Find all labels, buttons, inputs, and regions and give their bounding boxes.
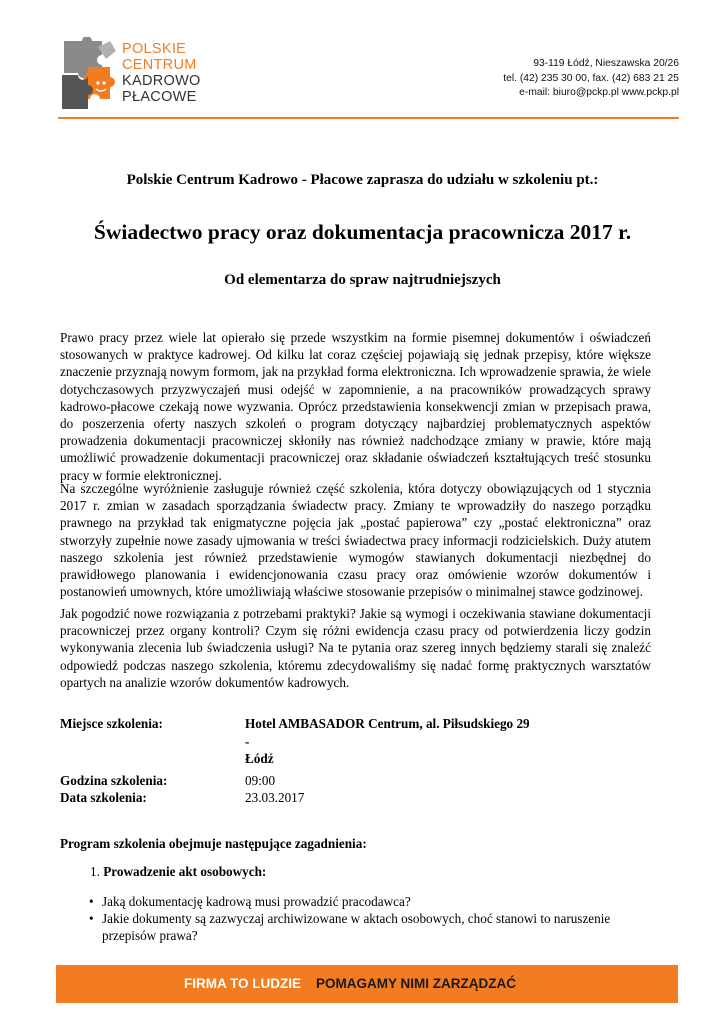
time-label: Godzina szkolenia: xyxy=(60,772,168,788)
program-item-number: 1. xyxy=(90,864,100,879)
program-item-1 xyxy=(90,864,266,880)
place-value-line-1: Hotel AMBASADOR Centrum, al. Piłsudskiego 29 - xyxy=(245,716,530,749)
list-item: • Jaką dokumentację kadrową musi prowadzić pracodawca? xyxy=(85,894,655,911)
paragraph-3: Jak pogodzić nowe rozwiązania z potrzebami praktyki? Jakie są wymogi i oczekiwania stawiane dokumentacji pracowniczej przez organy kontroli? Czym się różni ewidencja czasu pracy od potwierdzenia liczy godzin wykonywania zlecenia lub świadczenia usługi? Na te pytania oraz szereg innych będziemy starali się znaleźć odpowiedź podczas naszego szkolenia, któremu zdecydowaliśmy się nadać formę praktycznych warsztatów opartych na analizie wzorów dokumentów kadrowych. xyxy=(60,606,651,690)
place-label: Miejsce szkolenia: xyxy=(60,716,163,731)
phone-fax: tel. (42) 235 30 00, fax. (42) 683 21 25 xyxy=(503,72,679,84)
date-value: 23.03.2017 xyxy=(245,790,305,805)
paragraph-1: Prawo pracy przez wiele lat opierało się przede wszystkim na formie pisemnej dokumentów i oświadczeń stosowanych w praktyce kadrowej. Od kilku lat coraz częściej pojawiają się jednak przepisy, które większe znaczenie przyznają nowym formom, jak na przykład forma elektroniczna. Ich wprowadzenie sprawia, że wiele dotychczasowych przyzwyczajeń musi odejść w zapomnienie, a na pracowników prowadzących sprawy kadrowo-płacowe czekają nowe wyzwania. Oprócz przedstawienia konsekwencji zmian w przepisach prawa, do poszerzenia oferty naszych szkoleń o program dotyczący najbardziej problematycznych aspektów prowadzenia dokumentacji pracowniczej skłoniły nas również nadchodzące zmiany w prawie, które mają umożliwić prowadzenie dokumentacji pracowniczej oraz składanie oświadczeń kształtujących treść stosunku pracy w formie elektronicznej. xyxy=(60,330,651,483)
footer-slogan-right: POMAGAMY NIMI ZARZĄDZAĆ xyxy=(316,976,516,991)
date-label: Data szkolenia: xyxy=(60,790,147,805)
invitation-line: Polskie Centrum Kadrowo - Płacowe zaprasza do udziału w szkoleniu pt.: xyxy=(126,172,599,188)
company-logo xyxy=(58,37,208,111)
program-item-title: Prowadzenie akt osobowych: xyxy=(103,864,267,879)
logo-line-2: CENTRUM xyxy=(122,57,197,73)
program-bullet-list xyxy=(85,894,655,944)
puzzle-logo-icon xyxy=(58,37,120,111)
list-item: • Jakie dokumenty są zazwyczaj archiwizowane w aktach osobowych, choć stanowi to naruszenie przepisów prawa? xyxy=(85,911,655,945)
logo-line-1: POLSKIE xyxy=(122,41,187,57)
address: 93-119 Łódź, Nieszawska 20/26 xyxy=(533,58,679,69)
contact-info xyxy=(503,57,679,101)
logo-line-3: KADROWO xyxy=(122,73,201,89)
program-heading: Program szkolenia obejmuje następujące zagadnienia: xyxy=(60,836,367,851)
header-divider xyxy=(58,117,679,119)
time-value: 09:00 xyxy=(245,772,276,788)
email-website: e-mail: biuro@pckp.pl www.pckp.pl xyxy=(519,87,679,98)
place-value-line-2: Łódź xyxy=(245,751,274,766)
place-value xyxy=(245,715,535,768)
footer-banner xyxy=(56,965,678,1003)
logo-line-4: PŁACOWE xyxy=(122,89,197,105)
training-title: Świadectwo pracy oraz dokumentacja pracownicza 2017 r. xyxy=(93,220,632,244)
footer-slogan-left: FIRMA TO LUDZIE xyxy=(184,976,301,991)
training-subtitle: Od elementarza do spraw najtrudniejszych xyxy=(224,272,501,288)
paragraph-2: Na szczególne wyróżnienie zasługuje również część szkolenia, która dotyczy obowiązujących od 1 stycznia 2017 r. zmian w zasadach sporządzania świadectw pracy. Zmiany te wprowadziły do naszego porządku prawnego na przykład tak enigmatyczne pojęcia jak „postać papierowa” czy „postać elektroniczna” oraz stworzyły zupełnie nowe zasady ujmowania w treści świadectwa pracy informacji rodzicielskich. Duży atutem naszego szkolenia jest również przedstawienie wymogów stawianych dokumentacji niezbędnej do prawidłowego planowania i ewidencjonowania czasu pracy oraz omówienie wzorów dokumentów i postanowień umownych, które umożliwiają właściwe stosowanie przepisów o minimalnej stawce godzinowej. xyxy=(60,481,651,600)
training-details-table xyxy=(60,715,535,807)
letterhead xyxy=(0,0,725,118)
